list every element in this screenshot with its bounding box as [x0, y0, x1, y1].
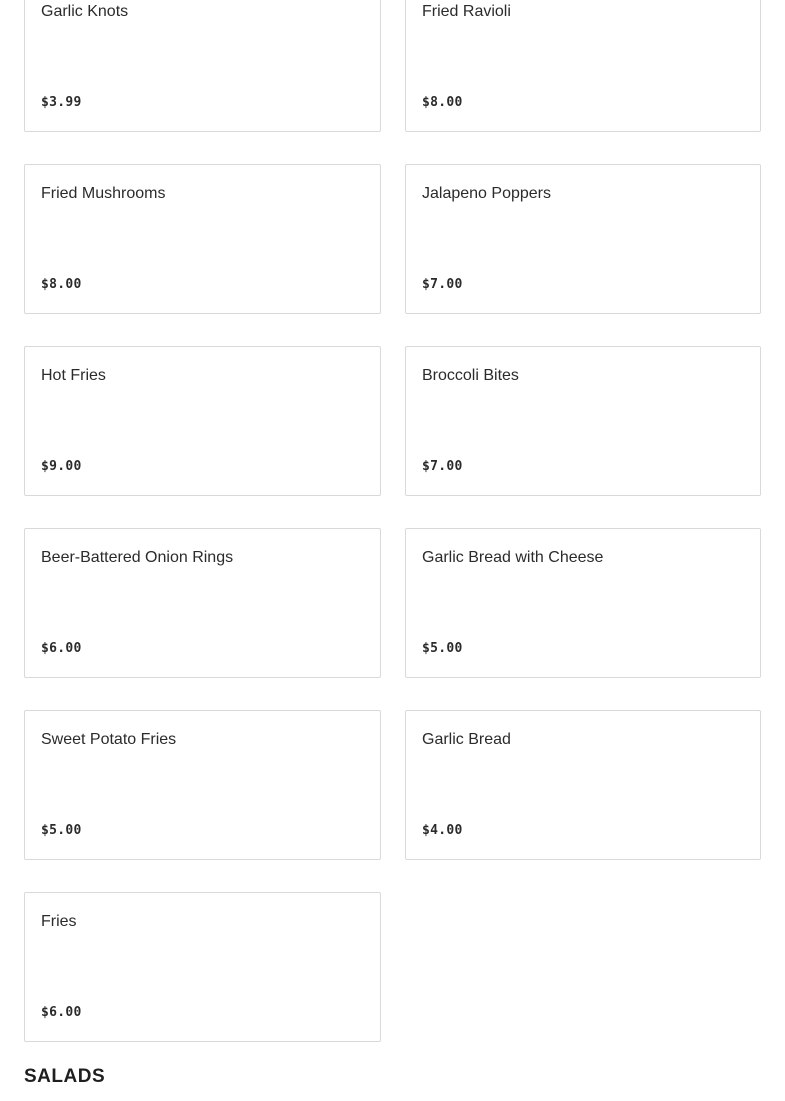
- menu-item-card[interactable]: [405, 164, 761, 314]
- menu-item-card[interactable]: [24, 528, 381, 678]
- menu-item-card[interactable]: [405, 528, 761, 678]
- menu-item-price: $6.00: [41, 1005, 82, 1020]
- menu-items-grid: [24, 0, 761, 1042]
- menu-item-price: $7.00: [422, 277, 463, 292]
- menu-item-name: Fried Mushrooms: [41, 185, 166, 202]
- menu-item-name: Garlic Bread with Cheese: [422, 549, 604, 566]
- menu-item-name: Beer-Battered Onion Rings: [41, 549, 234, 566]
- menu-item-price: $9.00: [41, 459, 82, 474]
- menu-item-price: $5.00: [41, 823, 82, 838]
- menu-item-name: Sweet Potato Fries: [41, 731, 177, 748]
- menu-item-name: Hot Fries: [41, 367, 106, 384]
- menu-item-name: Broccoli Bites: [422, 367, 519, 384]
- menu-item-name: Jalapeno Poppers: [422, 185, 551, 202]
- menu-item-price: $8.00: [41, 277, 82, 292]
- menu-item-name: Fried Ravioli: [422, 3, 511, 20]
- menu-item-price: $8.00: [422, 95, 463, 110]
- menu-item-card[interactable]: [405, 710, 761, 860]
- section-heading-salads: SALADS: [24, 1066, 106, 1087]
- menu-item-price: $6.00: [41, 641, 82, 656]
- menu-item-price: $4.00: [422, 823, 463, 838]
- menu-item-card[interactable]: [24, 710, 381, 860]
- menu-item-name: Fries: [41, 913, 77, 930]
- menu-item-card[interactable]: [405, 0, 761, 132]
- menu-item-card[interactable]: [24, 892, 381, 1042]
- menu-item-card[interactable]: [24, 164, 381, 314]
- menu-item-name: Garlic Knots: [41, 3, 129, 20]
- menu-item-card[interactable]: [405, 346, 761, 496]
- menu-item-name: Garlic Bread: [422, 731, 511, 748]
- menu-item-price: $7.00: [422, 459, 463, 474]
- menu-item-card[interactable]: [24, 346, 381, 496]
- menu-item-price: $3.99: [41, 95, 82, 110]
- menu-item-card[interactable]: [24, 0, 381, 132]
- menu-item-price: $5.00: [422, 641, 463, 656]
